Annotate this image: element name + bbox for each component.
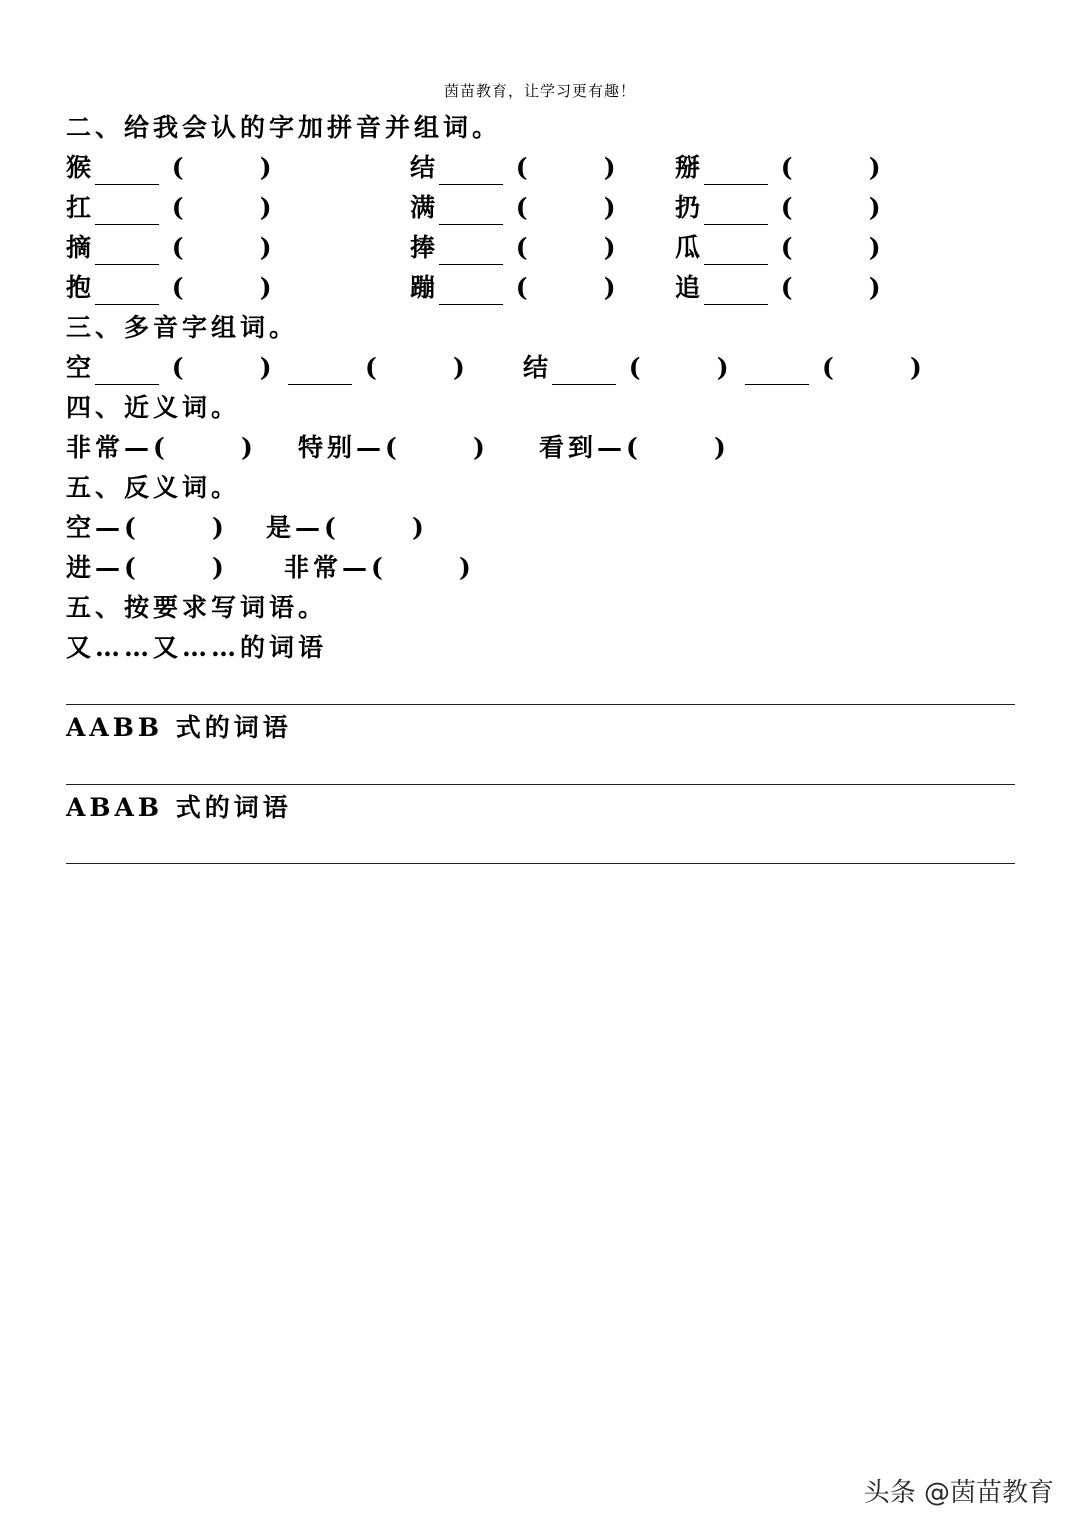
- section-6-title: 五、按要求写词语。: [66, 593, 328, 622]
- pinyin-char: 扔: [675, 193, 705, 222]
- watermark: 头条 @茵苗教育: [863, 1478, 1054, 1508]
- pinyin-blank[interactable]: [95, 156, 159, 185]
- pinyin-blank[interactable]: [95, 236, 159, 265]
- pinyin-blank[interactable]: [439, 236, 503, 265]
- word-paren[interactable]: (: [515, 153, 532, 182]
- word-paren[interactable]: (: [515, 233, 532, 262]
- answer-paren[interactable]: (: [324, 513, 340, 542]
- antonym-item: 非常—( ): [284, 551, 475, 585]
- word-paren[interactable]: (: [780, 193, 797, 222]
- pinyin-char: 捧: [410, 233, 440, 262]
- page-header: 茵苗教育，让学习更有趣！: [443, 82, 636, 100]
- pinyin-item: 瓜 ( ): [675, 231, 885, 265]
- pinyin-item: 掰 ( ): [675, 151, 885, 185]
- word-blank[interactable]: [745, 356, 809, 385]
- section-3-title: 三、多音字组词。: [66, 313, 299, 342]
- pinyin-item: 扔 ( ): [675, 191, 885, 225]
- pinyin-blank[interactable]: [439, 196, 503, 225]
- pinyin-item: 蹦 ( ): [410, 271, 620, 305]
- word-paren[interactable]: (: [171, 233, 188, 262]
- answer-line[interactable]: [66, 863, 1015, 864]
- pinyin-char: 结: [410, 153, 440, 182]
- synonym-item: 特别—( ): [298, 431, 489, 465]
- pinyin-char: 掰: [675, 153, 705, 182]
- pinyin-item: 追 ( ): [675, 271, 885, 305]
- pinyin-item: 捧 ( ): [410, 231, 620, 265]
- pinyin-item: 抱 ( ): [66, 271, 276, 305]
- pinyin-char: 瓜: [675, 233, 705, 262]
- word-paren[interactable]: (: [171, 193, 188, 222]
- word-paren[interactable]: (: [171, 273, 188, 302]
- pinyin-char: 满: [410, 193, 440, 222]
- antonym-item: 空—( ): [66, 511, 228, 545]
- pinyin-blank[interactable]: [704, 276, 768, 305]
- synonym-item: 非常—( ): [66, 431, 257, 465]
- answer-paren[interactable]: (: [371, 553, 387, 582]
- word-task-label: AABB 式的词语: [66, 713, 292, 742]
- word-blank[interactable]: [288, 356, 352, 385]
- pinyin-blank[interactable]: [439, 156, 503, 185]
- word-paren[interactable]: (: [780, 273, 797, 302]
- pinyin-blank[interactable]: [95, 196, 159, 225]
- word-blank[interactable]: [552, 356, 616, 385]
- word-paren[interactable]: (: [171, 153, 188, 182]
- pinyin-blank[interactable]: [704, 156, 768, 185]
- word-paren[interactable]: (: [780, 153, 797, 182]
- word-task-label: 又……又……的词语: [66, 633, 328, 662]
- word-paren[interactable]: (: [515, 193, 532, 222]
- pinyin-char: 追: [675, 273, 705, 302]
- word-paren[interactable]: (: [515, 273, 532, 302]
- pinyin-item: 猴 ( ): [66, 151, 276, 185]
- pinyin-item: 摘 ( ): [66, 231, 276, 265]
- pinyin-char: 猴: [66, 153, 96, 182]
- pinyin-item: 满 ( ): [410, 191, 620, 225]
- pinyin-item: 结 ( ): [410, 151, 620, 185]
- answer-paren[interactable]: (: [124, 513, 140, 542]
- pinyin-paren[interactable]: (: [365, 353, 381, 382]
- antonym-item: 进—( ): [66, 551, 228, 585]
- pinyin-blank[interactable]: [95, 276, 159, 305]
- pinyin-blank[interactable]: [704, 196, 768, 225]
- section-2-title: 二、给我会认的字加拼音并组词。: [66, 113, 502, 142]
- pinyin-blank[interactable]: [439, 276, 503, 305]
- answer-paren[interactable]: (: [626, 433, 642, 462]
- polyphone-char: 结: [523, 353, 553, 382]
- pinyin-char: 抱: [66, 273, 96, 302]
- pinyin-paren[interactable]: (: [171, 353, 188, 382]
- answer-paren[interactable]: (: [153, 433, 169, 462]
- pinyin-paren[interactable]: (: [628, 353, 645, 382]
- polyphone-item: 空 ( ) ( ): [66, 351, 469, 385]
- pinyin-char: 摘: [66, 233, 96, 262]
- pinyin-paren[interactable]: (: [822, 353, 838, 382]
- answer-paren[interactable]: (: [385, 433, 401, 462]
- polyphone-char: 空: [66, 353, 96, 382]
- pinyin-blank[interactable]: [704, 236, 768, 265]
- word-task-label: ABAB 式的词语: [66, 793, 292, 822]
- answer-line[interactable]: [66, 704, 1015, 705]
- word-paren[interactable]: (: [780, 233, 797, 262]
- section-5-title: 五、反义词。: [66, 473, 241, 502]
- section-4-title: 四、近义词。: [66, 393, 241, 422]
- answer-line[interactable]: [66, 784, 1015, 785]
- polyphone-item: 结 ( ) ( ): [523, 351, 926, 385]
- word-blank[interactable]: [95, 356, 159, 385]
- antonym-item: 是—( ): [266, 511, 428, 545]
- synonym-item: 看到—( ): [539, 431, 730, 465]
- answer-paren[interactable]: (: [124, 553, 140, 582]
- pinyin-char: 蹦: [410, 273, 440, 302]
- pinyin-item: 扛 ( ): [66, 191, 276, 225]
- pinyin-char: 扛: [66, 193, 96, 222]
